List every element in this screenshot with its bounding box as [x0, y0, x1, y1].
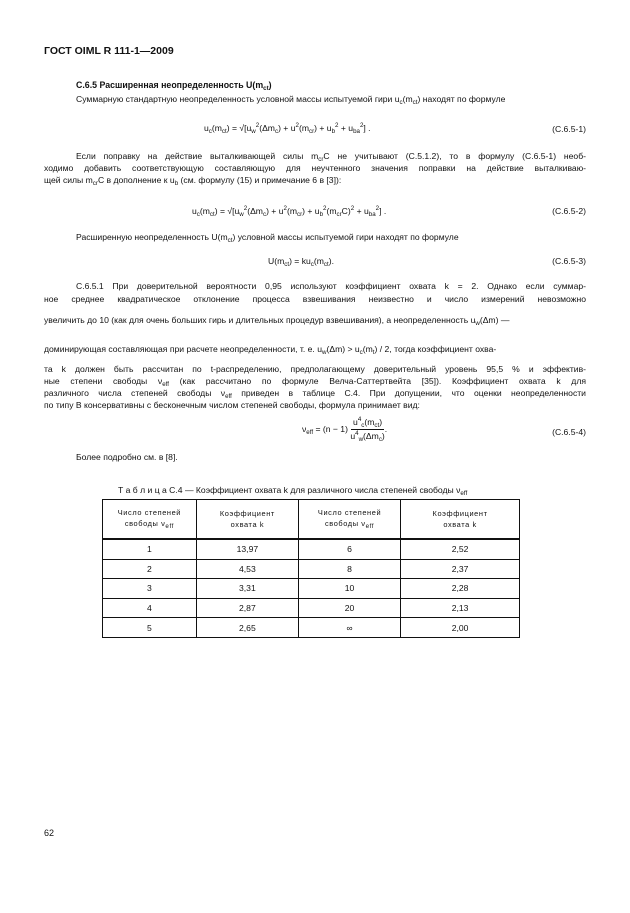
paragraph-intro: Суммарную стандартную неопределенность условной массы испытуемой гири $u_c(m_{ct})$ находят по формуле	[76, 94, 506, 106]
paragraph-reference: Более подробно см. в [8].	[76, 452, 178, 462]
paragraph-buoyancy-line3: щей силы $m_{cr}C$ в дополнение к $u_b$ (см. формулу (15) и примечание 6 в [3]):	[44, 175, 342, 187]
paragraph-c6551-line4: доминирующая составляющая при расчете неопределенности, т. е. $u_w(\Delta m) > u_c(m_t) / 2$, тогда коэффициент охва-	[44, 344, 497, 356]
paragraph-expanded: Расширенную неопределенность $U(m_{ct})$ условной массы испытуемой гири находят по формуле	[76, 232, 459, 244]
paragraph-c6551-line3: увеличить до 10 (как для очень больших гирь и длительных процедур взвешивания), а неопределенность $u_w(\Delta m)$ —	[44, 315, 510, 327]
table-cell: 10	[298, 579, 400, 599]
table-cell: 8	[298, 559, 400, 579]
table-cell: 3,31	[196, 579, 298, 599]
table-cell: 13,97	[196, 539, 298, 559]
table-cell: 2,00	[401, 618, 520, 638]
table-header-cell: Число степеней свободы $\nu_{eff}$	[298, 500, 400, 540]
table-cell: 5	[103, 618, 197, 638]
equation-c652: $u_c(m_{ct}) = √[u_w^2(\Delta m_c) + u^2(m_{cr}) + u_b^2(m_{cr}C)^2 + u_{ba}^2]$ .	[192, 205, 387, 218]
table-cell: 2,65	[196, 618, 298, 638]
page-number: 62	[44, 828, 55, 838]
table-cell: 2	[103, 559, 197, 579]
table-header-row	[103, 500, 520, 540]
table-cell: 2,52	[401, 539, 520, 559]
paragraph-buoyancy: Если поправку на действие выталкивающей силы $m_{cr}C$ не учитывают (C.5.1.2), то в формулу (C.6.5-1) необ-	[76, 151, 586, 163]
paragraph-c6551-line2: ное среднее квадратическое отклонение процесса взвешивания неизвестно и число измерений невозможно	[44, 294, 586, 304]
paragraph-c6551-line7: различного числа степеней свободы $\nu_{eff}$ приведен в таблице C.4. При допущении, что оценки неопределенности	[44, 388, 586, 400]
equation-number-c654: (C.6.5-4)	[552, 427, 586, 437]
table-cell: 1	[103, 539, 197, 559]
table-cell: 20	[298, 598, 400, 618]
table-row	[103, 559, 520, 579]
table-cell: 4	[103, 598, 197, 618]
equation-number-c651: (C.6.5-1)	[552, 124, 586, 134]
paragraph-c6551-line8: по типу B консервативны с бесконечным числом степеней свободы, формула принимает вид:	[44, 400, 420, 410]
document-header: ГОСТ OIML R 111-1—2009	[44, 45, 174, 57]
table-cell: 2,28	[401, 579, 520, 599]
table-header-cell: Число степеней свободы $\nu_{eff}$	[103, 500, 197, 540]
paragraph-c6551-line6: ные степени свободы $\nu_{eff}$ (как рассчитано по формуле Велча-Саттертвейта [35]). Коэффициент охвата k для	[44, 376, 586, 388]
equation-c651: $u_c(m_{ct}) = √[u_w^2(\Delta m_c) + u^2(m_{cr}) + u_b^2 + u_{ba}^2]$ .	[204, 122, 371, 135]
equation-c653: $U(m_{ct}) = ku_c(m_{ct})$.	[268, 256, 334, 268]
table-header-cell: Коэффициент охвата k	[196, 500, 298, 540]
table-cell: 4,53	[196, 559, 298, 579]
table-cell: 2,87	[196, 598, 298, 618]
table-row	[103, 618, 520, 638]
paragraph-c6551-line1: C.6.5.1 При доверительной вероятности 0,95 используют коэффициент охвата k = 2. Однако если суммар-	[76, 281, 586, 291]
table-cell: ∞	[298, 618, 400, 638]
equation-number-c652: (C.6.5-2)	[552, 206, 586, 216]
table-cell: 2,13	[401, 598, 520, 618]
table-row	[103, 598, 520, 618]
paragraph-buoyancy-line2: ходимо добавить соответствующую составляющую для неучтенного значения поправки на действие выталкиваю-	[44, 163, 586, 173]
table-header-cell: Коэффициент охвата k	[401, 500, 520, 540]
equation-c654: $\nu_{eff} = (n - 1)$ $\frac{u^4_c(m_{ct})}{u^4_w(\Delta m_c)}$ .	[302, 416, 388, 443]
table-caption: Т а б л и ц а C.4 — Коэффициент охвата k для различного числа степеней свободы $\nu_{eff}$	[118, 485, 468, 497]
table-row	[103, 579, 520, 599]
equation-number-c653: (C.6.5-3)	[552, 256, 586, 266]
section-title: C.6.5 Расширенная неопределенность $U(m_{ct})$	[76, 80, 272, 92]
equation-c654-fraction: $\frac{u^4_c(m_{ct})}{u^4_w(\Delta m_c)}$	[350, 416, 385, 443]
table-cell: 6	[298, 539, 400, 559]
paragraph-c6551-line5: та k должен быть рассчитан по t-распределению, предполагающему доверительный уровень 95,5 % и эффектив-	[44, 364, 586, 374]
table-cell: 2,37	[401, 559, 520, 579]
table-row	[103, 539, 520, 559]
coverage-factor-table	[102, 499, 520, 638]
table-cell: 3	[103, 579, 197, 599]
